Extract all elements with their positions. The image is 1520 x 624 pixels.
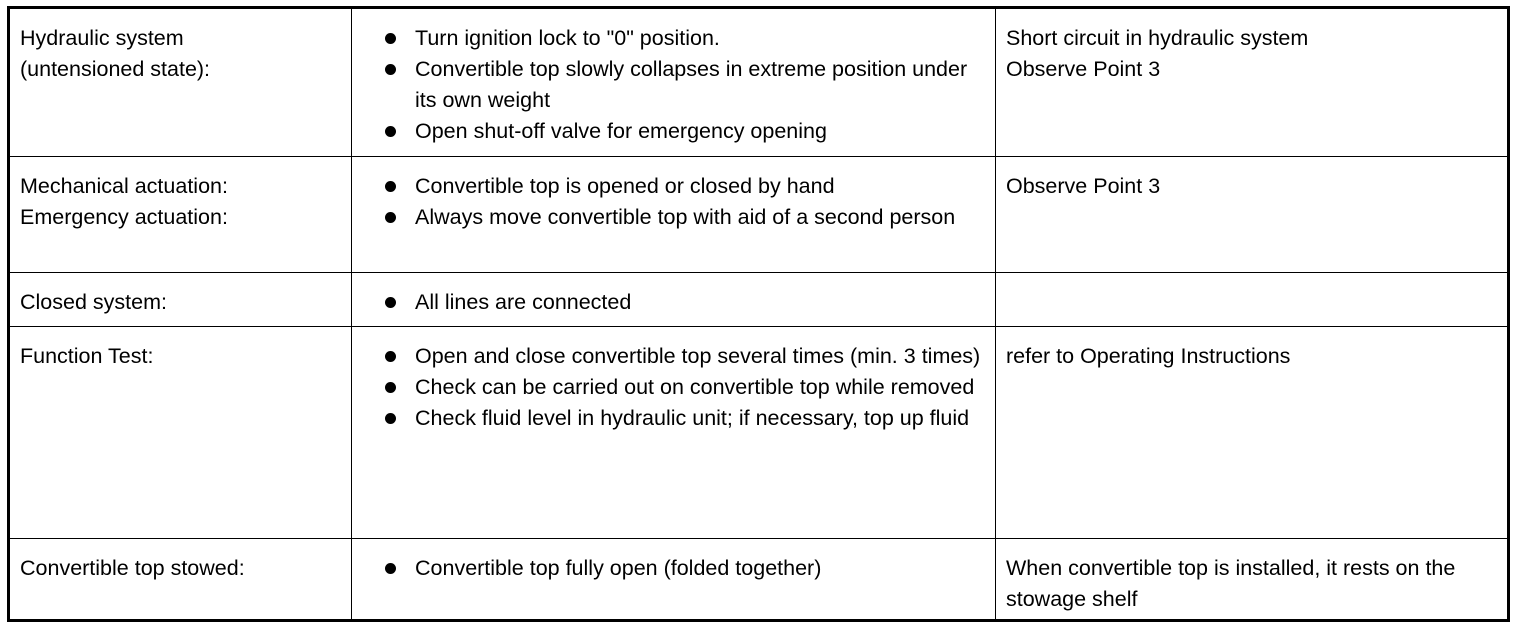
procedure-table: [7, 6, 1510, 622]
notes-cell: [996, 273, 1509, 327]
steps-cell: [352, 327, 996, 539]
notes-cell: [996, 539, 1509, 621]
condition-cell: [9, 327, 352, 539]
step-text: Convertible top fully open (folded together): [415, 556, 822, 580]
bullet-icon: [385, 33, 396, 44]
list-item: [362, 23, 985, 54]
bullet-icon: [385, 563, 396, 574]
bullet-icon: [385, 64, 396, 75]
note-text: refer to Operating Instructions: [1006, 344, 1291, 368]
bullet-icon: [385, 297, 396, 308]
step-text: Check can be carried out on convertible top while removed: [415, 375, 975, 399]
bullet-icon: [385, 382, 396, 393]
step-list: [362, 553, 985, 584]
steps-cell: [352, 539, 996, 621]
bullet-icon: [385, 181, 396, 192]
list-item: [362, 341, 985, 372]
condition-label: Emergency actuation:: [20, 205, 228, 229]
table-row: [9, 157, 1509, 273]
step-text: Open shut-off valve for emergency opening: [415, 119, 827, 143]
note-text: Short circuit in hydraulic system: [1006, 26, 1309, 50]
list-item: [362, 287, 985, 318]
bullet-icon: [385, 413, 396, 424]
steps-cell: [352, 8, 996, 157]
table-row: [9, 273, 1509, 327]
list-item: [362, 116, 985, 147]
step-text: Turn ignition lock to "0" position.: [415, 26, 720, 50]
notes-cell: [996, 327, 1509, 539]
condition-cell: [9, 273, 352, 327]
step-list: [362, 23, 985, 147]
step-text: Open and close convertible top several times (min. 3 times): [415, 344, 981, 368]
condition-label: Convertible top stowed:: [20, 556, 245, 580]
list-item: [362, 202, 985, 233]
step-list: [362, 287, 985, 318]
condition-label: Closed system:: [20, 290, 167, 314]
list-item: [362, 553, 985, 584]
steps-cell: [352, 157, 996, 273]
condition-cell: [9, 8, 352, 157]
condition-label: Mechanical actuation:: [20, 174, 228, 198]
note-text: Observe Point 3: [1006, 174, 1161, 198]
list-item: [362, 54, 985, 116]
table-row: [9, 8, 1509, 157]
bullet-icon: [385, 212, 396, 223]
bullet-icon: [385, 126, 396, 137]
note-text: Observe Point 3: [1006, 57, 1161, 81]
list-item: [362, 171, 985, 202]
steps-cell: [352, 273, 996, 327]
condition-label: (untensioned state):: [20, 57, 211, 81]
step-list: [362, 171, 985, 233]
step-text: Convertible top is opened or closed by hand: [415, 174, 835, 198]
condition-cell: [9, 157, 352, 273]
condition-label: Hydraulic system: [20, 26, 184, 50]
list-item: [362, 372, 985, 403]
step-text: Always move convertible top with aid of a second person: [415, 205, 956, 229]
condition-label: Function Test:: [20, 344, 154, 368]
note-text: When convertible top is installed, it rests on the stowage shelf: [1006, 556, 1456, 611]
table-row: [9, 327, 1509, 539]
list-item: [362, 403, 985, 434]
step-text: Convertible top slowly collapses in extreme position under its own weight: [415, 57, 968, 112]
step-text: All lines are connected: [415, 290, 632, 314]
step-list: [362, 341, 985, 434]
table-row: [9, 539, 1509, 621]
bullet-icon: [385, 351, 396, 362]
step-text: Check fluid level in hydraulic unit; if necessary, top up fluid: [415, 406, 970, 430]
notes-cell: [996, 8, 1509, 157]
condition-cell: [9, 539, 352, 621]
notes-cell: [996, 157, 1509, 273]
